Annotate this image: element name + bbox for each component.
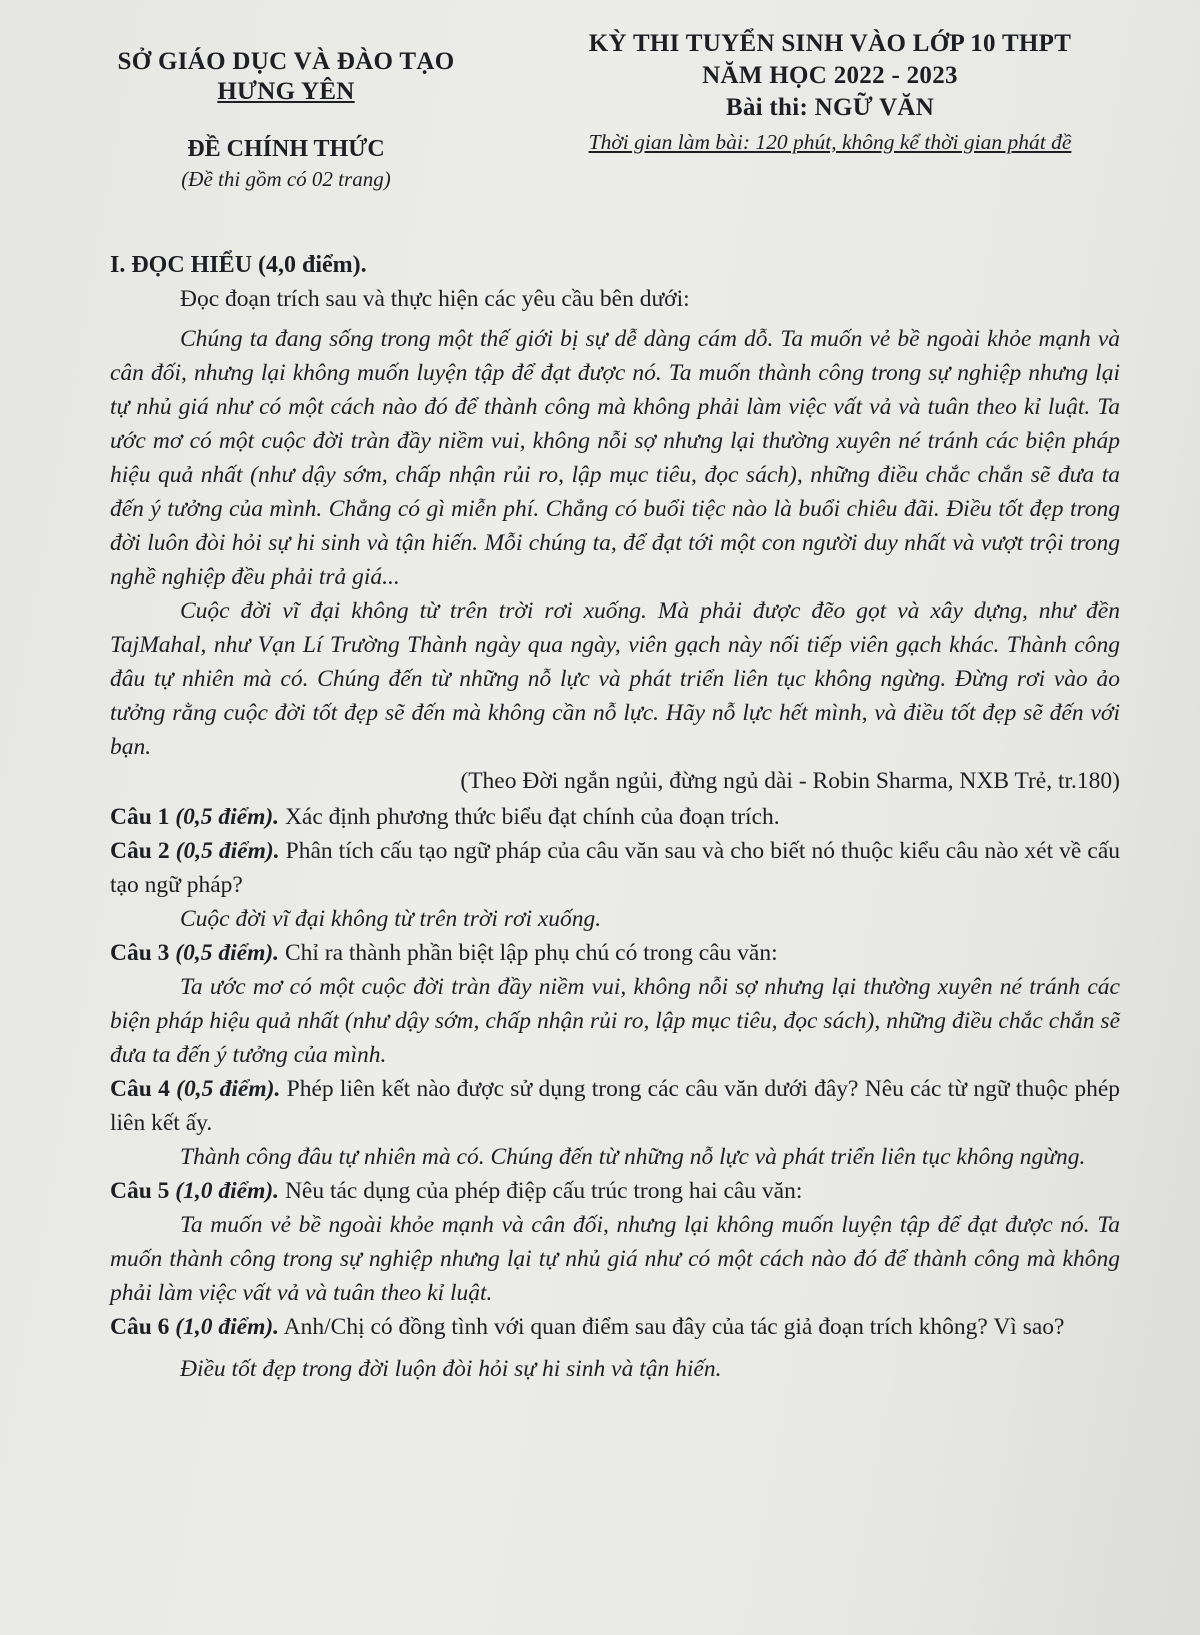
exam-title: KỲ THI TUYỂN SINH VÀO LỚP 10 THPT: [588, 30, 1072, 57]
exam-body: [110, 248, 1120, 1386]
page-count-note: (Đề thi gồm có 02 trang): [181, 167, 391, 191]
question-4-quote: Thành công đâu tự nhiên mà có. Chúng đến từ những nỗ lực và phát triển liên tục không ngừng.: [180, 1144, 1086, 1170]
question-2-quote: Cuộc đời vĩ đại không từ trên trời rơi xuống.: [180, 906, 602, 932]
question-5-quote: Ta muốn vẻ bề ngoài khỏe mạnh và cân đối, nhưng lại không muốn luyện tập để đạt được nó. Ta muốn thành công trong sự nghiệp nhưng lại tự nhủ giá như có một cách nào đó để thành công mà không phải làm việc vất vả và tuân theo kỉ luật.: [110, 1212, 1120, 1306]
official-label: ĐỀ CHÍNH THỨC: [187, 136, 385, 162]
question-6-quote: Điều tốt đẹp trong đời luộn đòi hỏi sự hi sinh và tận hiến.: [180, 1356, 722, 1382]
question-3: Câu 3 (0,5 điểm). Chỉ ra thành phần biệt lập phụ chú có trong câu văn:: [110, 940, 778, 966]
question-3-quote: Ta ước mơ có một cuộc đời tràn đầy niềm vui, không nỗi sợ nhưng lại thường xuyên né tránh các biện pháp hiệu quả nhất (như dậy sớm, chấp nhận rủi ro, lập mục tiêu, đọc sách), những điều chắc chắn sẽ đưa ta đến ý tưởng của mình.: [110, 974, 1120, 1068]
passage-paragraph: Chúng ta đang sống trong một thế giới bị sự dễ dàng cám dỗ. Ta muốn vẻ bề ngoài khỏe mạnh và cân đối, nhưng lại không muốn luyện tập để đạt được nó. Ta muốn thành công trong sự nghiệp nhưng lại tự nhủ giá như có một cách nào đó để thành công mà không phải làm việc vất vả và tuân theo kỉ luật. Ta ước mơ có một cuộc đời tràn đầy niềm vui, không nỗi sợ nhưng lại thường xuyên né tránh các biện pháp hiệu quả nhất (như dậy sớm, chấp nhận rủi ro, lập mục tiêu, đọc sách), những điều chắc chắn sẽ đưa ta đến ý tưởng của mình. Chẳng có gì miễn phí. Chẳng có buổi tiệc nào là buổi chiêu đãi. Điều tốt đẹp trong đời luôn đòi hỏi sự hi sinh và tận hiến. Mỗi chúng ta, để đạt tới một con người duy nhất và vượt trội trong nghề nghiệp đều phải trả giá...: [110, 326, 1120, 590]
province-name: HƯNG YÊN: [217, 78, 355, 105]
department-name: SỞ GIÁO DỤC VÀ ĐÀO TẠO: [117, 48, 455, 75]
passage-source: (Theo Đời ngắn ngủi, đừng ngủ dài - Robin Sharma, NXB Trẻ, tr.180): [460, 768, 1120, 794]
subject: Bài thi: NGỮ VĂN: [725, 94, 935, 121]
passage-paragraph: Cuộc đời vĩ đại không từ trên trời rơi xuống. Mà phải được đẽo gọt và xây dựng, như đền TajMahal, như Vạn Lí Trường Thành ngày qua ngày, viên gạch này nối tiếp viên gạch khác. Thành công đâu tự nhiên mà có. Chúng đến từ những nỗ lực và phát triển liên tục không ngừng. Đừng rơi vào ảo tưởng rằng cuộc đời tốt đẹp sẽ đến mà không cần nỗ lực. Hãy nỗ lực hết mình, và điều tốt đẹp sẽ đến với bạn.: [110, 598, 1120, 760]
instruction: Đọc đoạn trích sau và thực hiện các yêu cầu bên dưới:: [180, 286, 690, 312]
school-year: NĂM HỌC 2022 - 2023: [702, 62, 958, 89]
question-4: Câu 4 (0,5 điểm). Phép liên kết nào được sử dụng trong các câu văn dưới đây? Nêu các từ ngữ thuộc phép liên kết ấy.: [110, 1076, 1121, 1136]
header-left: [96, 48, 476, 192]
question-1: Câu 1 (0,5 điểm). Xác định phương thức biểu đạt chính của đoạn trích.: [110, 804, 780, 830]
section-title: I. ĐỌC HIỂU (4,0 điểm).: [110, 252, 367, 278]
question-2: Câu 2 (0,5 điểm). Phân tích cấu tạo ngữ pháp của câu văn sau và cho biết nó thuộc kiểu câu nào xét về cấu tạo ngữ pháp?: [110, 838, 1121, 898]
question-5: Câu 5 (1,0 điểm). Nêu tác dụng của phép điệp cấu trúc trong hai câu văn:: [110, 1178, 803, 1204]
time-limit: Thời gian làm bài: 120 phút, không kể thời gian phát đề: [588, 130, 1072, 154]
header-right: [520, 30, 1140, 155]
question-6: Câu 6 (1,0 điểm). Anh/Chị có đồng tình với quan điểm sau đây của tác giả đoạn trích không? Vì sao?: [110, 1314, 1065, 1340]
